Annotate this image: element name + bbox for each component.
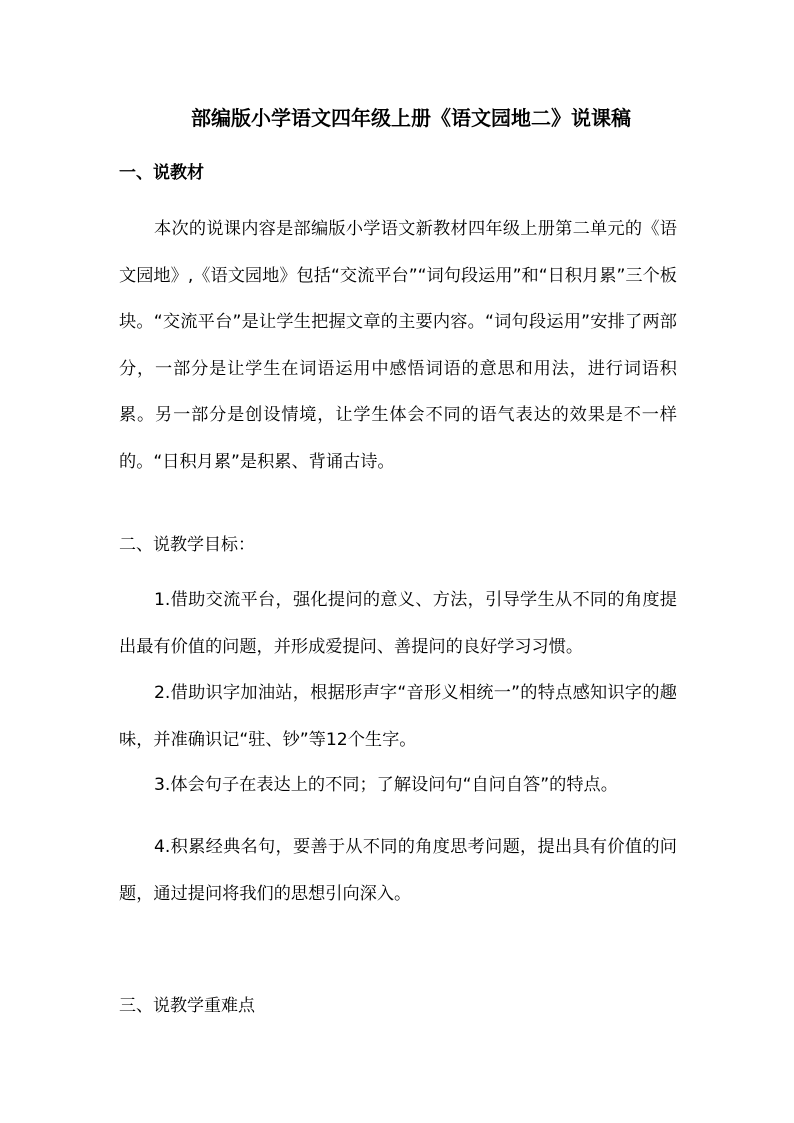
section-heading-key-points: 三、说教学重难点 bbox=[119, 996, 255, 1016]
section-heading-teaching-material: 一、说教材 bbox=[119, 163, 204, 183]
goal-item-4: 4.积累经典名句，要善于从不同的角度思考问题，提出具有价值的问题，通过提问将我们的思想引向深入。 bbox=[119, 837, 677, 904]
goal-item-3: 3.体会句子在表达上的不同；了解设问句“自问自答”的特点。 bbox=[154, 775, 618, 795]
paragraph-teaching-material: 本次的说课内容是部编版小学语文新教材四年级上册第二单元的《语文园地》,《语文园地》包括“交流平台”“词句段运用”和“日积月累”三个板块。“交流平台”是让学生把握文章的主要内容。“词句段运用”安排了两部分，一部分是让学生在词语运用中感悟词语的意思和用法，进行词语积累。另一部分是创设情境，让学生体会不同的语气表达的效果是不一样的。“日积月累”是积累、背诵古诗。 bbox=[119, 219, 677, 472]
document-title: 部编版小学语文四年级上册《语文园地二》说课稿 bbox=[191, 106, 631, 130]
goal-item-1: 1.借助交流平台，强化提问的意义、方法，引导学生从不同的角度提出最有价值的问题，并形成爱提问、善提问的良好学习习惯。 bbox=[119, 590, 677, 657]
section-heading-teaching-goals: 二、说教学目标： bbox=[119, 535, 255, 555]
goal-item-2: 2.借助识字加油站，根据形声字“音形义相统一”的特点感知识字的趣味，并准确识记“驻、钞”等12个生字。 bbox=[119, 683, 677, 750]
